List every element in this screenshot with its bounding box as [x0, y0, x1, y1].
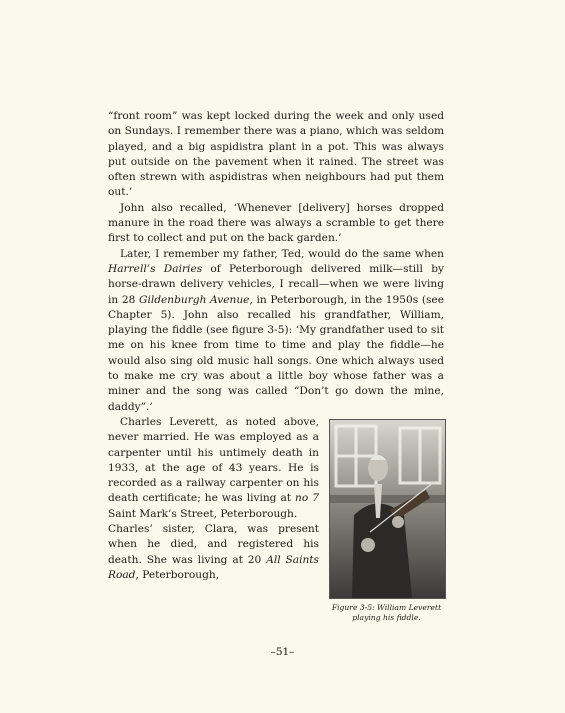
text-run: , in Peterborough, in the 1950s (see Chapter 5). John also recalled his grandfather, William, playing the fiddle (see figure 3-5): ‘My grandfather used to sit me on his knee from time to time and play the fiddle—he would also sing old music hall songs. One which always used to make me cry was about a little boy whose father was a miner and the song was called “Don’t go down the mine, daddy”.’ [108, 293, 444, 413]
paragraph-dairies [108, 247, 444, 415]
italic-text: Gildenburgh Avenue [139, 293, 250, 306]
paragraph-front-room [108, 109, 444, 201]
figure-caption: Figure 3-5: William Leverett playing his fiddle. [331, 602, 442, 622]
text-run: Charles Leverett, as noted above, never married. He was employed as a carpenter until his untimely death in 1933, at the age of 43 years. He is recorded as a railway carpenter on his death certificate; he was living at [108, 415, 319, 505]
text-run: Charles’ sister, Clara, was present when he died, and registered his death. She was living at 20 [108, 523, 319, 566]
text-run: “front room” was kept locked during the week and only used on Sundays. I remember there was a piano, which was seldom played, and a big aspidistra plant in a pot. This was always put outside on the pavement when it rained. The street was often strewn with aspidistras when neighbours had put them out.’ [108, 110, 444, 199]
text-run: Later, I remember my father, Ted, would do the same when [120, 247, 444, 260]
body-text [108, 109, 444, 627]
text-run: of Peterborough delivered milk—still by horse-drawn delivery vehicles, I recall—when we were living in 28 [108, 262, 444, 306]
figure-3-5 [329, 419, 444, 623]
italic-text: no 7 [295, 492, 319, 505]
paragraph-manure [108, 201, 444, 247]
italic-text: All Saints Road [108, 553, 319, 581]
text-run: , Peterborough, [135, 568, 220, 581]
photo-william-leverett [329, 419, 446, 599]
text-run: Saint Mark’s Street, Peterborough. [108, 507, 298, 520]
paragraph-dairies-text [108, 248, 444, 413]
page-number: –51– [270, 646, 295, 658]
italic-text: Harrell’s Dairies [108, 262, 203, 275]
text-run: John also recalled, ‘Whenever [delivery] horses dropped manure in the road there was always a scramble to get there first to collect and put on the back garden.’ [108, 201, 444, 245]
